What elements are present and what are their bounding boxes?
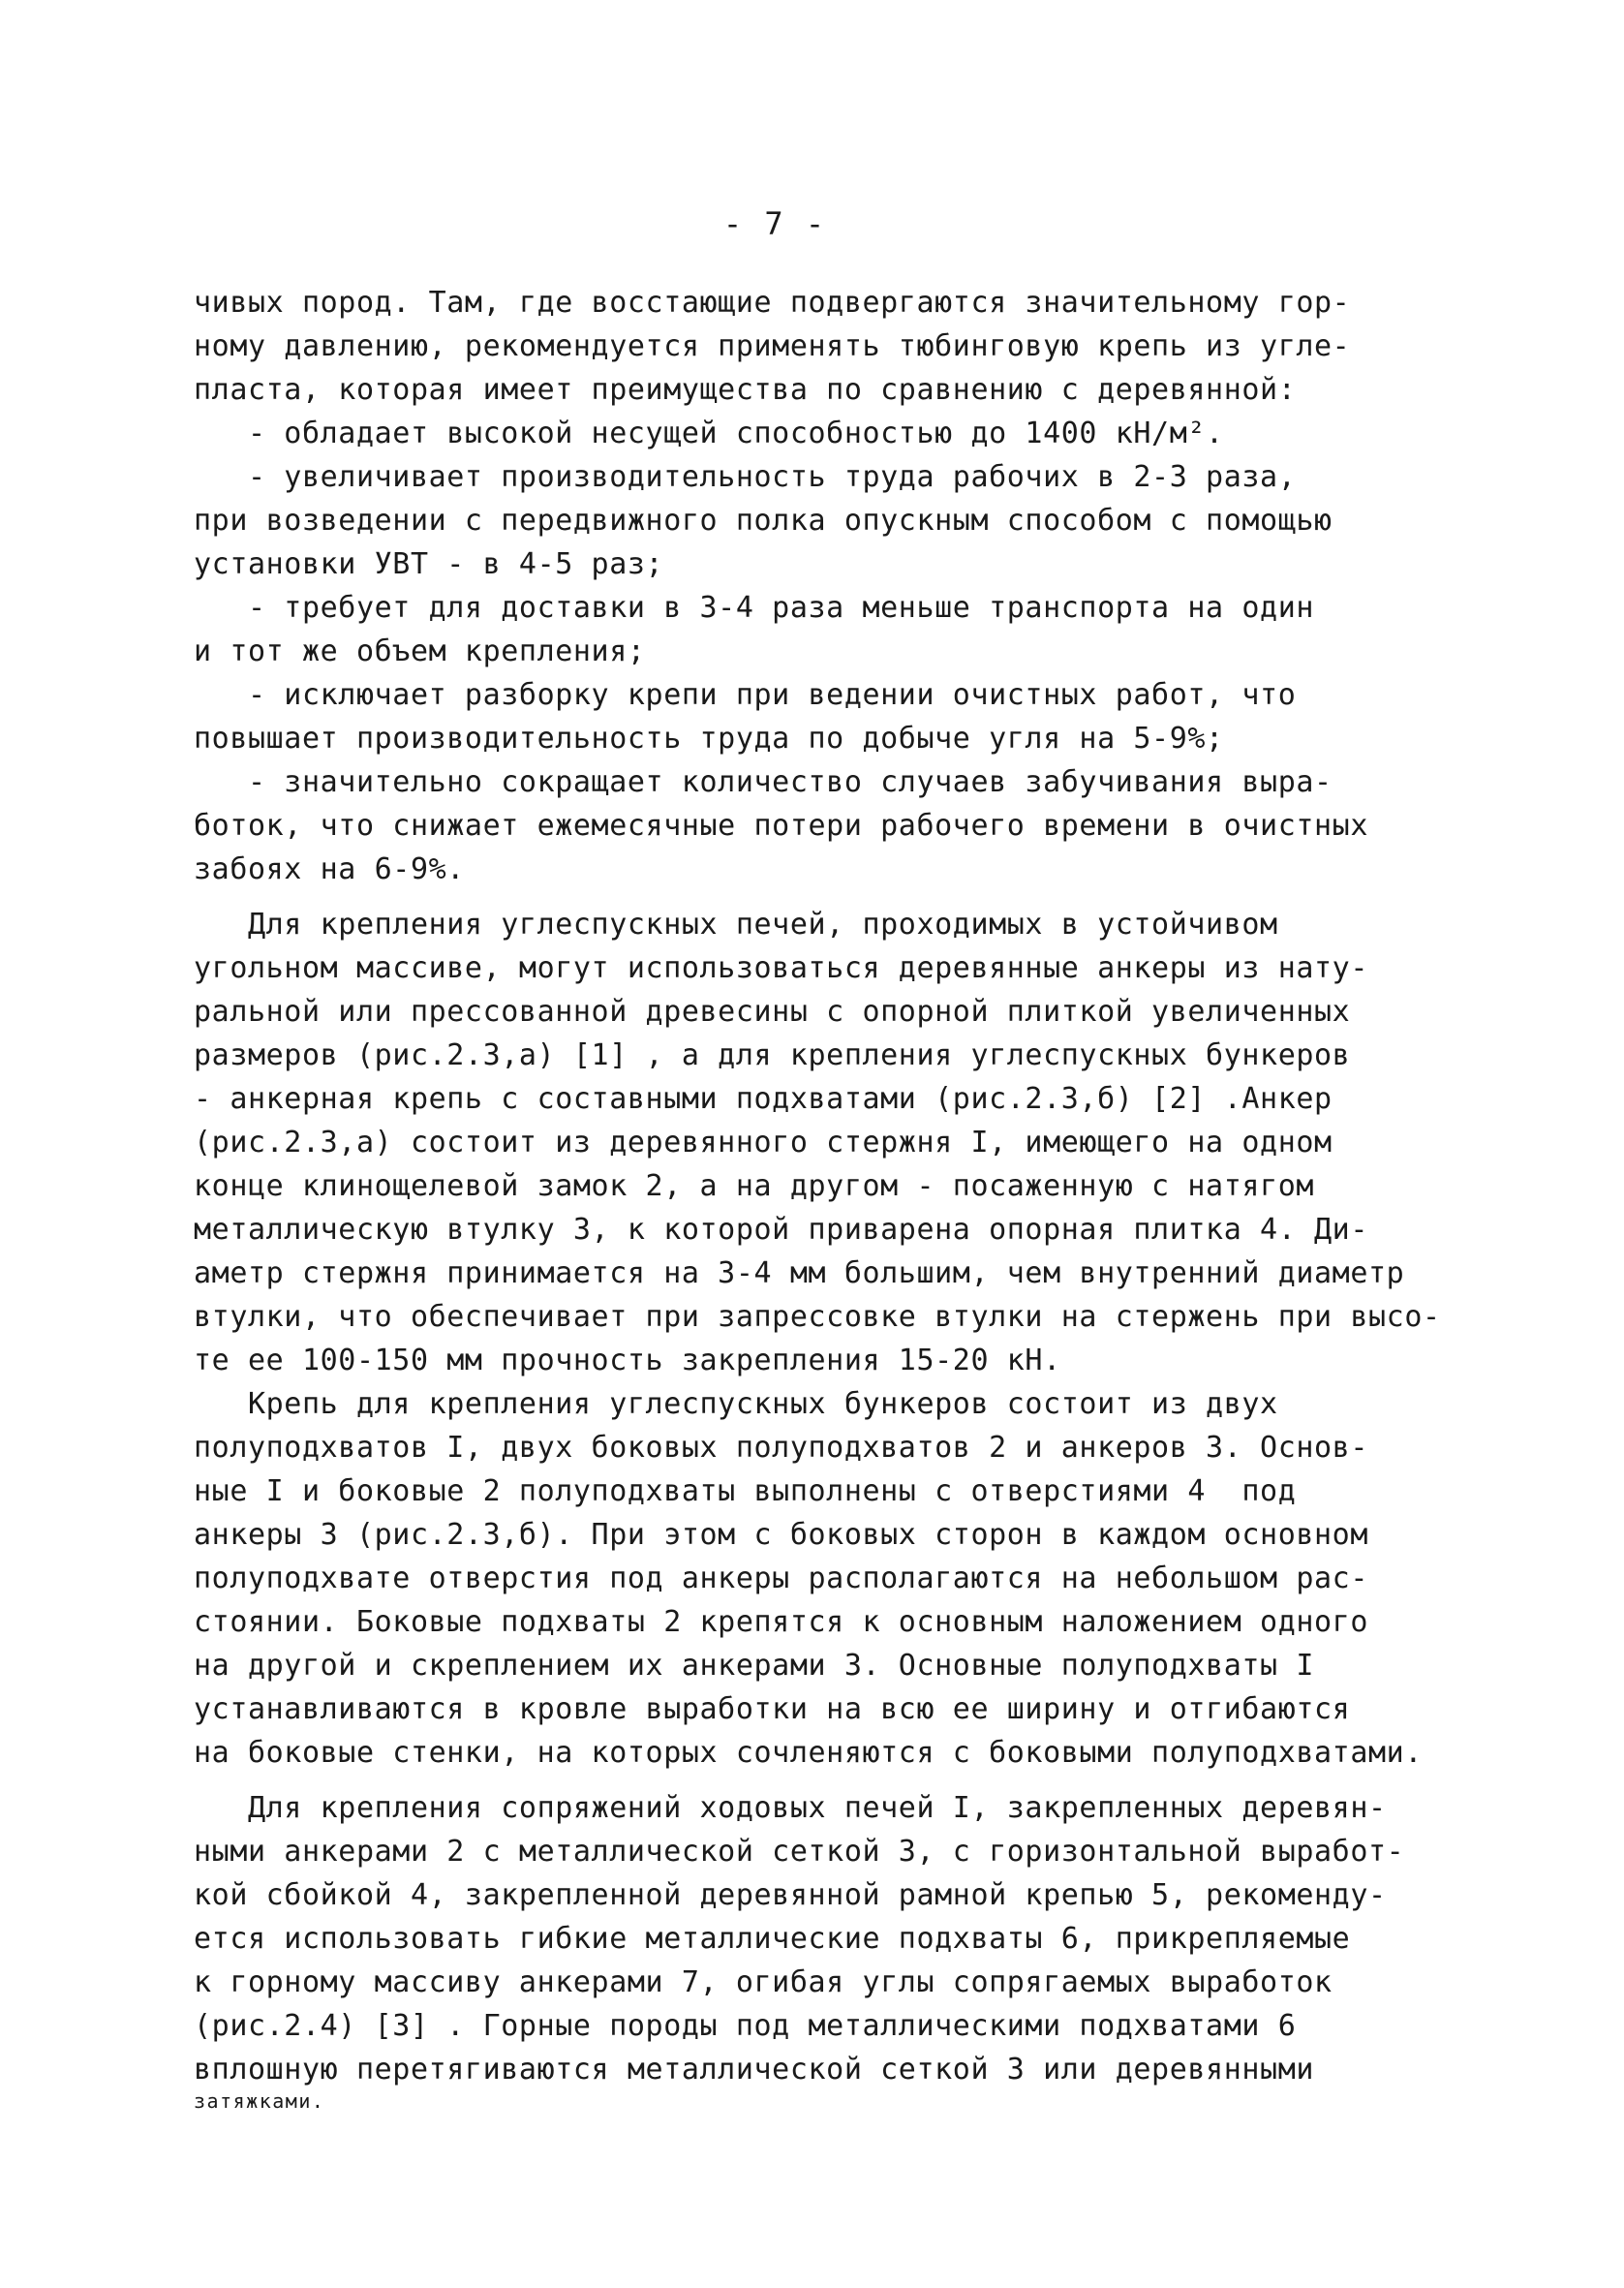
text-line: угольном массиве, могут использоваться деревянные анкеры из нату- [194,951,1368,985]
text-line: установки УВТ - в 4-5 раз; [194,547,664,581]
text-line: повышает производительность труда по добыче угля на 5-9%; [194,722,1224,756]
text-line: забоях на 6-9%. [194,852,465,886]
text-line: устанавливаются в кровле выработки на всю ее ширину и отгибаются [194,1692,1351,1726]
text-line: ральной или прессованной древесины с опорной плиткой увеличенных [194,995,1351,1029]
list-item-line: - исключает разборку крепи при ведении очистных работ, что [194,678,1297,712]
text-line: ному давлению, рекомендуется применять тюбинговую крепь из угле- [194,329,1351,363]
page-number: - 7 - [722,205,827,242]
text-line: ется использовать гибкие металлические подхваты 6, прикрепляемые [194,1922,1351,1956]
text-line: - анкерная крепь с составными подхватами (рис.2.3,б) [2] .Анкер [194,1082,1333,1116]
text-line: ные I и боковые 2 полуподхваты выполнены с отверстиями 4 под [194,1474,1297,1508]
text-line: на боковые стенки, на которых сочленяются с боковыми полуподхватами. [194,1736,1423,1770]
text-line: Для крепления сопряжений ходовых печей I, закрепленных деревян- [194,1791,1387,1825]
paragraph-gap [194,1775,1453,1786]
text-line: (рис.2.3,а) состоит из деревянного стержня I, имеющего на одном [194,1126,1333,1159]
paragraph-gap [194,891,1453,903]
text-line: при возведении с передвижного полка опускным способом с помощью [194,504,1333,538]
list-item-line: - требует для доставки в 3-4 раза меньше транспорта на один [194,591,1315,625]
text-line: втулки, что обеспечивает при запрессовке втулки на стержень при высо- [194,1300,1441,1334]
text-line: металлическую втулку 3, к которой приварена опорная плитка 4. Ди- [194,1213,1368,1247]
paragraph [194,1382,1453,1775]
text-line: те ее 100-150 мм прочность закрепления 15-20 кН. [194,1344,1061,1377]
text-line: конце клинощелевой замок 2, а на другом - посаженную с натягом [194,1169,1315,1203]
text-line: чивых пород. Там, где восстающие подвергаются значительному гор- [194,286,1351,320]
list-item-line: - значительно сокращает количество случаев забучивания выра- [194,765,1333,799]
text-line: ными анкерами 2 с металлической сеткой 3, с горизонтальной выработ- [194,1835,1405,1869]
list-item-line: - обладает высокой несущей способностью до 1400 кН/м². [194,417,1224,450]
trailing-text-line: затяжками. [194,2089,325,2113]
list-item-line: - увеличивает производительность труда рабочих в 2-3 раза, [194,460,1297,494]
text-line: на другой и скреплением их анкерами 3. Основные полуподхваты I [194,1649,1315,1683]
paragraph [194,903,1453,1382]
text-line: аметр стержня принимается на 3-4 мм большим, чем внутренний диаметр [194,1256,1405,1290]
text-line: к горному массиву анкерами 7, огибая углы сопрягаемых выработок [194,1965,1333,1999]
text-line: боток, что снижает ежемесячные потери рабочего времени в очистных [194,809,1368,843]
text-line: пласта, которая имеет преимущества по сравнению с деревянной: [194,373,1297,407]
text-line: вплошную перетягиваются металлической сеткой 3 или деревянными [194,2053,1315,2087]
text-line: и тот же объем крепления; [194,634,646,668]
text-line: анкеры 3 (рис.2.3,б). При этом с боковых сторон в каждом основном [194,1518,1368,1552]
paragraph [194,1786,1453,2115]
paragraph [194,281,1453,891]
text-line: полуподхватов I, двух боковых полуподхватов 2 и анкеров 3. Основ- [194,1431,1368,1465]
text-line: Для крепления углеспускных печей, проходимых в устойчивом [194,908,1278,942]
text-line: размеров (рис.2.3,а) [1] , а для крепления углеспускных бункеров [194,1038,1351,1072]
body-text [194,281,1453,2115]
text-line: стоянии. Боковые подхваты 2 крепятся к основным наложением одного [194,1605,1368,1639]
text-line: полуподхвате отверстия под анкеры располагаются на небольшом рас- [194,1561,1368,1595]
text-line: Крепь для крепления углеспускных бункеров состоит из двух [194,1387,1278,1421]
text-line: кой сбойкой 4, закрепленной деревянной рамной крепью 5, рекоменду- [194,1878,1387,1912]
text-line: (рис.2.4) [3] . Горные породы под металлическими подхватами 6 [194,2009,1297,2043]
